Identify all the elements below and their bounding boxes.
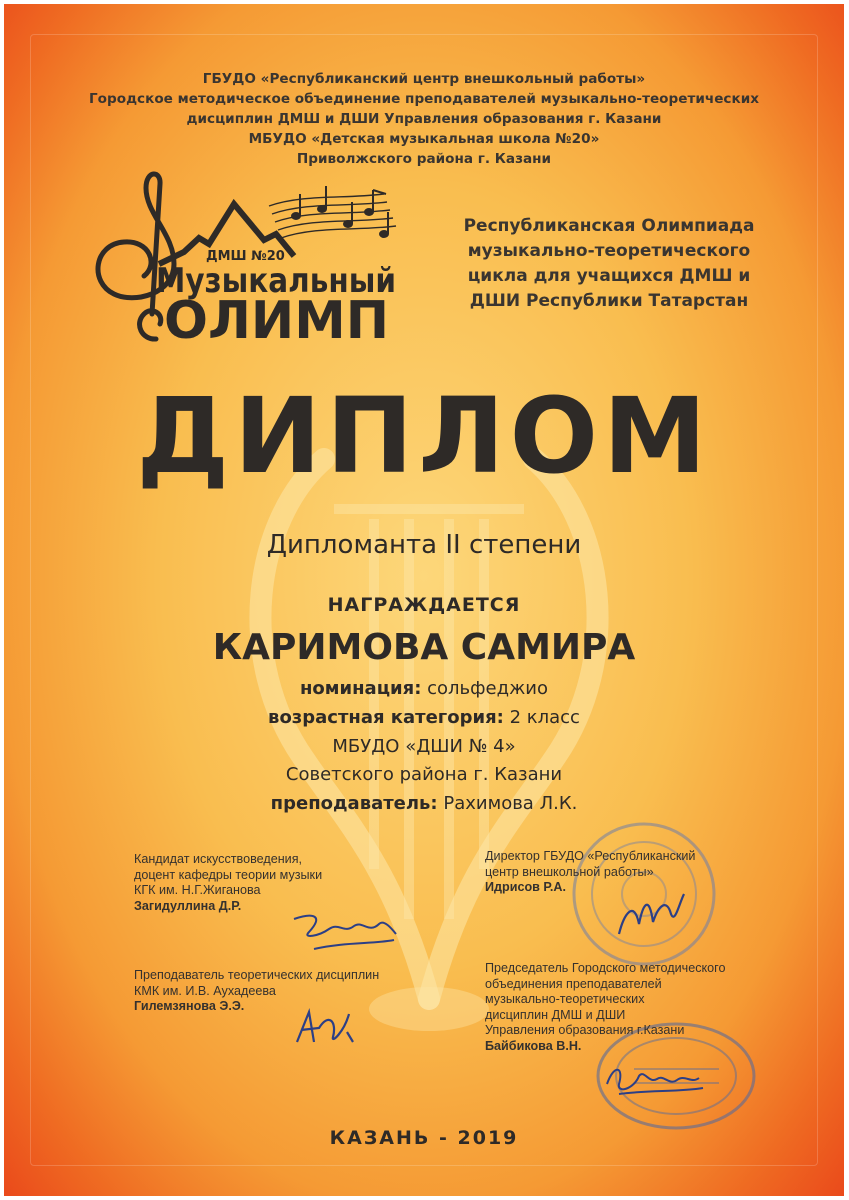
- header-line: ГБУДО «Республиканский центр внешкольный работы»: [202, 71, 646, 87]
- signatory-title-line: доцент кафедры теории музыки: [134, 867, 323, 882]
- signatory-title-line: объединения преподавателей: [485, 976, 662, 991]
- diploma-title: ДИПЛОМ: [136, 375, 712, 497]
- school-district-line: Советского района г. Казани: [285, 764, 563, 785]
- olympiad-line: музыкально-теоретического: [467, 241, 751, 261]
- olympiad-line: Республиканская Олимпиада: [463, 216, 755, 236]
- teacher-label: преподаватель:: [270, 793, 438, 814]
- age-row: [4, 705, 844, 731]
- nomination-value: сольфеджио: [427, 678, 548, 699]
- school-line: МБУДО «ДШИ № 4»: [332, 736, 516, 757]
- signatory-title-line: Директор ГБУДО «Республиканский: [485, 849, 696, 863]
- treble-clef-icon: [98, 174, 174, 339]
- olympiad-line: ДШИ Республики Татарстан: [469, 291, 749, 311]
- musical-olymp-logo: [64, 164, 424, 354]
- signature-zagidullina-icon: [284, 904, 404, 964]
- signatory-title-line: Управления образования г.Казани: [485, 1023, 685, 1037]
- header-line: дисциплин ДМШ и ДШИ Управления образования г. Казани: [186, 111, 662, 127]
- logo-school: ДМШ №20: [206, 249, 285, 264]
- footer-city-year: КАЗАНЬ - 2019: [329, 1127, 519, 1149]
- signature-gilemzyanova-icon: [289, 1002, 359, 1057]
- signatory-title-line: дисциплин ДМШ и ДШИ: [485, 1007, 626, 1022]
- signature-idrisov-icon: [609, 884, 689, 944]
- signatory-title-line: музыкально-теоретических: [485, 992, 645, 1006]
- nomination-row: [4, 676, 844, 702]
- diploma-degree: Дипломанта II степени: [266, 530, 582, 560]
- diploma-sheet: [4, 4, 844, 1196]
- header-line: Приволжского района г. Казани: [296, 151, 552, 167]
- signatory-title-line: Преподаватель теоретических дисциплин: [134, 968, 380, 982]
- awarded-label: НАГРАЖДАЕТСЯ: [327, 594, 521, 616]
- signatory-title-line: центр внешкольной работы»: [485, 864, 654, 879]
- teacher-value: Рахимова Л.К.: [443, 793, 578, 814]
- signatory-title-line: Председатель Городского методического: [485, 961, 726, 975]
- signatory-title-line: КГК им. Н.Г.Жиганова: [134, 883, 261, 897]
- header-line: МБУДО «Детская музыкальная школа №20»: [248, 131, 600, 147]
- logo-word-olymp: ОЛИМП: [164, 291, 389, 351]
- nomination-label: номинация:: [299, 678, 422, 699]
- signatory-title-line: Кандидат искусствоведения,: [134, 852, 303, 866]
- olympiad-name: [409, 214, 809, 314]
- signatory-baybikova: [485, 961, 726, 1054]
- signatory-name: Идрисов Р.А.: [485, 880, 567, 894]
- signature-baybikova-icon: [599, 1054, 709, 1104]
- teacher-row: [4, 791, 844, 817]
- signatory-title-line: КМК им. И.В. Аухадеева: [134, 983, 276, 998]
- age-value: 2 класс: [509, 707, 580, 728]
- recipient-name: КАРИМОВА САМИРА: [212, 627, 636, 668]
- olympiad-line: цикла для учащихся ДМШ и: [467, 266, 751, 286]
- header-line: Городское методическое объединение преподавателей музыкально-теоретических: [89, 91, 759, 107]
- organizer-header: [4, 69, 844, 169]
- signatory-name: Гилемзянова Э.Э.: [134, 999, 245, 1013]
- logo-word-musical: Музыкальный: [156, 261, 396, 301]
- signatory-name: Байбикова В.Н.: [485, 1038, 582, 1053]
- signatory-name: Загидуллина Д.Р.: [134, 898, 242, 913]
- age-label: возрастная категория:: [268, 707, 504, 728]
